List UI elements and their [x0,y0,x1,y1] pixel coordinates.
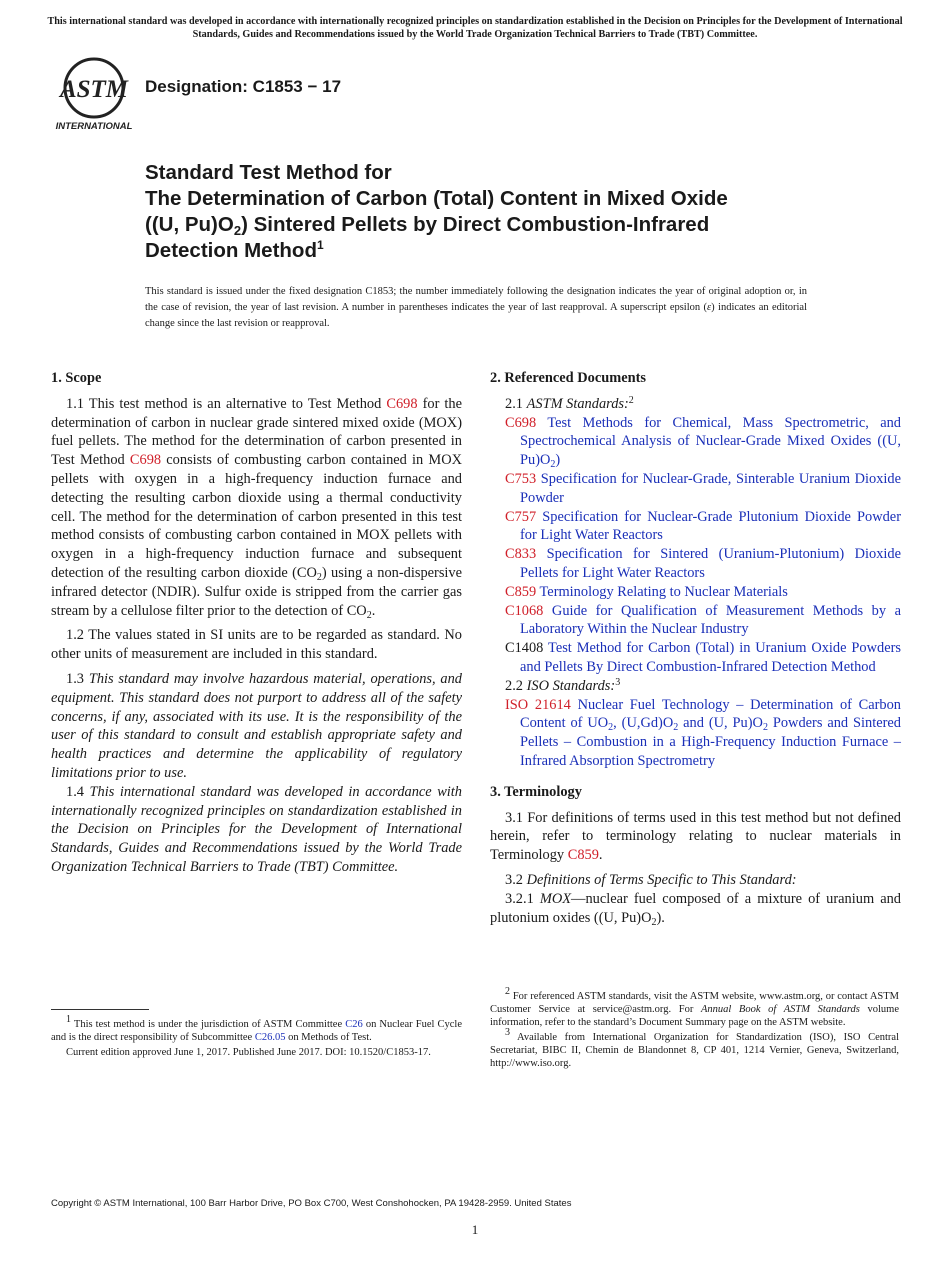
link-c26[interactable]: C26 [345,1019,363,1030]
title-line-3: ((U, $Pu)O_2$) Sintered Pellets by Direct Combustion-Infrared [145,213,710,238]
reference-item [490,602,901,640]
paragraph-1-3: 1.3 This standard may involve hazardous material, operations, and equipment. This standard does not purport to address all of the safety concerns, if any, associated with its use. It is the responsibility of the user of this standard to consult and establish appropriate safety and health practices and determine the applicability of regulatory limitations prior to use. [51,670,462,781]
section-heading-referenced-documents: 2. Referenced Documents [490,370,646,386]
reference-list [490,414,901,677]
paragraph-3-1: 3.1 For definitions of terms used in this test method but not defined herein, refer to terminology relating to nuclear materials in Terminology C859. [490,809,901,864]
ref-title[interactable]: Specification for Sintered (Uranium-Plutonium) Dioxide Pellets for Light Water Reactors [520,546,901,581]
ref-code[interactable]: C859 [505,583,537,600]
footnotes-right [490,986,899,1070]
ref-title[interactable]: Test Method for Carbon (Total) in Uranium Oxide Powders and Pellets By Direct Combustion-Infrared Detection Method [520,640,901,675]
section-heading-terminology: 3. Terminology [490,783,582,800]
footnote-rule [51,1009,149,1010]
section-heading-scope: 1. Scope [51,370,102,386]
issue-note: This standard is issued under the fixed designation C1853; the number immediately following the designation indicates the year of original adoption or, in the case of revision, the year of last revision. A number in parentheses indicates the year of last reapproval. A superscript epsilon (ε) indicates an editorial change since the last revision or reapproval. [145,286,808,329]
footnote-1: $^1$ This test method is under the jurisdiction of ASTM Committee C26 on Nuclear Fuel Cycle and is the direct responsibility of Subcommittee C26.05 on Methods of Test. [51,1014,462,1044]
iso-standards-label: 2.2 ISO Standards:$^3$ [505,676,621,694]
page-number: 1 [471,1222,479,1237]
ref-code[interactable]: C753 [505,470,537,487]
reference-item [490,470,901,508]
title-line-2: The Determination of Carbon (Total) Content in Mixed Oxide [145,187,728,210]
ref-title[interactable]: Guide for Qualification of Measurement Methods by a Laboratory Within the Nuclear Industry [520,602,901,638]
ref-title[interactable]: Specification for Nuclear-Grade Plutonium Dioxide Powder for Light Water Reactors [520,508,901,544]
ref-code[interactable]: C833 [505,546,537,563]
reference-item [490,508,901,546]
ref-code[interactable]: C698 [505,414,537,431]
ref-code[interactable]: ISO 21614 [505,696,571,713]
paragraph-1-4: 1.4 This international standard was developed in accordance with internationally recognized principles on standardization established in the Decision on Principles for the Development of International Standards, Guides and Recommendations issued by the World Trade Organization Technical Barriers to Trade (TBT) Committee. [51,783,462,875]
reference-item-iso-21614 [490,696,901,771]
top-notice: This international standard was developed in accordance with internationally recognized principles on standardization established in the Decision on Principles for the Development of International Standards, Guides and Recommendations issued by the World Trade Organization Technical Barriers to Trade (TBT) Committee. [47,16,903,40]
astm-logo [52,55,136,133]
logo-text: ASTM [59,76,129,103]
reference-item [490,414,901,470]
link-c26-05[interactable]: C26.05 [254,1032,286,1044]
footnotes-left [51,1014,462,1060]
right-column [490,369,901,927]
link-c698[interactable]: C698 [129,452,162,469]
astm-standards-label: 2.1 ASTM Standards:$^2$ [505,394,634,412]
reference-item [490,545,901,583]
paragraph-3-2: 3.2 Definitions of Terms Specific to This Standard: [505,871,797,888]
footnote-1-edition: Current edition approved June 1, 2017. Published June 2017. DOI: 10.1520/C1853-17. [66,1047,431,1059]
link-c698[interactable]: C698 [386,395,418,412]
ref-title[interactable]: Test Methods for Chemical, Mass Spectrometric, and Spectrochemical Analysis of Nuclear-Grade Mixed Oxides ((U, $Pu)O_2$) [520,414,901,471]
ref-title[interactable]: Terminology Relating to Nuclear Materials [536,583,788,600]
paragraph-1-1: 1.1 This test method is an alternative to Test Method C698 for the determination of carbon in nuclear grade sintered mixed oxide (MOX) fuel pellets. The method for the determination of carbon presented in Test Method C698 consists of combusting carbon contained in MOX pellets with oxygen in a high-frequency induction furnace and detecting the resulting carbon dioxide using a thermal conductivity cell. The method for the determination of carbon presented in this test method consists of combusting carbon contained in MOX pellets with oxygen in a high-frequency induction furnace and subsequent detection of the resulting carbon dioxide $(CO_2)$ using a non-dispersive infrared detector (NDIR). Sulfur oxide is stripped from the carrier gas stream by a cellulose filter prior to the detection of $CO_2$. [51,395,462,621]
paragraph-3-2-1: 3.2.1 MOX—nuclear fuel composed of a mixture of uranium and plutonium oxides ((U, $Pu)O_2$). [490,890,901,928]
designation: Designation: C1853 − 17 [145,77,342,96]
link-c859[interactable]: C859 [567,847,599,864]
footnote-2: $^2$ For referenced ASTM standards, visit the ASTM website, www.astm.org, or contact ASTM Customer Service at service@astm.org. For Annual Book of ASTM Standards volume information, refer to the standard’s Document Summary page on the ASTM website. [490,986,899,1029]
reference-item [490,639,901,677]
copyright-notice: Copyright © ASTM International, 100 Barr Harbor Drive, PO Box C700, West Conshohocken, PA 19428-2959. United States [51,1198,572,1209]
ref-title[interactable]: Nuclear Fuel Technology – Determination of Carbon Content of $UO_2$, $(U,Gd)O_2$ and (U, $Pu)O_2$ Powders and Sintered Pellets – Combustion in a High-Frequency Induction Furnace – Infrared Absorption Spectrometry [520,696,902,769]
ref-code[interactable]: C1068 [505,602,544,619]
title-line-1: Standard Test Method for [145,161,392,184]
footnote-3: $^3$ Available from International Organization for Standardization (ISO), ISO Central Secretariat, BIBC II, Chemin de Blandonnet 8, CP 401, 1214 Vernier, Geneva, Switzerland, http://www.iso.org. [490,1026,899,1070]
left-column [51,369,462,877]
paragraph-1-2: 1.2 The values stated in SI units are to be regarded as standard. No other units of measurement are included in this standard. [51,627,462,663]
logo-subtext: INTERNATIONAL [55,121,133,132]
ref-code[interactable]: C757 [505,508,537,525]
ref-title[interactable]: Specification for Nuclear-Grade, Sinterable Uranium Dioxide Powder [520,470,901,506]
document-title [145,160,845,264]
reference-item [490,583,901,602]
ref-code: C1408 [505,640,544,657]
title-line-4: Detection Method$^1$ [145,238,324,262]
